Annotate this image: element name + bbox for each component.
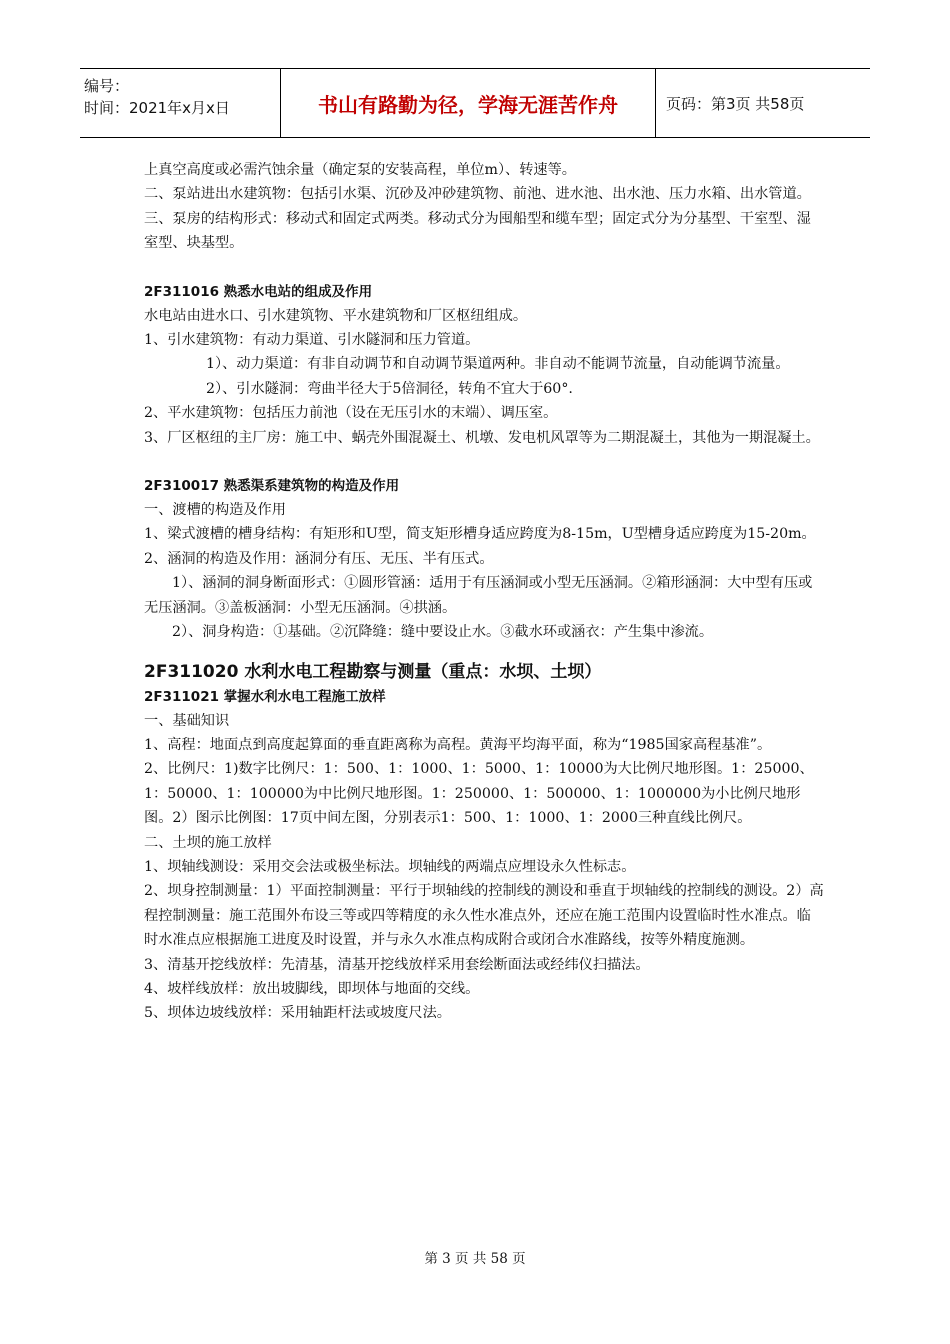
paragraph: 二、土坝的施工放样 <box>144 834 272 851</box>
paragraph: 一、渡槽的构造及作用 <box>144 502 286 519</box>
paragraph: 二、泵站进出水建筑物：包括引水渠、沉砂及冲砂建筑物、前池、进水池、出水池、压力水箱、出水管道。 <box>144 186 811 203</box>
paragraph: 1）、涵洞的洞身断面形式：①圆形管涵：适用于有压涵洞或小型无压涵洞。②箱形涵洞：大中型有压或无压涵洞。③盖板涵洞：小型无压涵洞。④拱涵。 <box>144 575 813 616</box>
paragraph: 2、平水建筑物：包括压力前池（设在无压引水的末端）、调压室。 <box>144 405 558 422</box>
subsection-heading: 2F311016 熟悉水电站的组成及作用 <box>144 283 373 300</box>
page-footer: 第 3 页 共 58 页 <box>424 1251 526 1267</box>
section-heading: 2F311020 水利水电工程勘察与测量（重点：水坝、土坝） <box>144 661 602 682</box>
subsection-heading: 2F310017 熟悉渠系建筑物的构造及作用 <box>144 478 400 495</box>
paragraph: 2、涵洞的构造及作用：涵洞分有压、无压、半有压式。 <box>144 550 494 567</box>
paragraph: 1、高程：地面点到高度起算面的垂直距离称为高程。黄海平均海平面，称为“1985国家高程基准”。 <box>144 736 772 753</box>
paragraph: 一、基础知识 <box>144 712 230 729</box>
paragraph: 1、坝轴线测设：采用交会法或极坐标法。坝轴线的两端点应埋设永久性标志。 <box>144 858 636 875</box>
subsection-heading: 2F311021 掌握水利水电工程施工放样 <box>144 688 386 705</box>
paragraph: 2）、洞身构造：①基础。②沉降缝：缝中要设止水。③截水环或涵衣：产生集中渗流。 <box>172 624 714 641</box>
paragraph: 上真空高度或必需汽蚀余量（确定泵的安装高程，单位m）、转速等。 <box>144 162 576 178</box>
number-label: 编号： <box>84 77 130 95</box>
paragraph: 水电站由进水口、引水建筑物、平水建筑物和厂区枢纽组成。 <box>144 307 528 324</box>
paragraph: 三、泵房的结构形式：移动式和固定式两类。移动式分为囤船型和缆车型；固定式分为分基型、干室型、湿室型、块基型。 <box>144 210 811 252</box>
paragraph: 5、坝体边坡线放样：采用轴距杆法或坡度尺法。 <box>144 1005 451 1022</box>
document-body <box>144 158 824 1026</box>
spacer <box>144 645 824 659</box>
time-label: 时间：2021年x月x日 <box>84 99 230 117</box>
paragraph: 1、梁式渡槽的槽身结构：有矩形和U型，简支矩形槽身适应跨度为8-15m，U型槽身适应跨度为15-20m。 <box>144 526 816 543</box>
paragraph: 2）、引水隧洞：弯曲半径大于5倍洞径，转角不宜大于60°. <box>206 380 573 397</box>
header-meta <box>80 69 280 137</box>
paragraph: 2、坝身控制测量：1）平面控制测量：平行于坝轴线的控制线的测设和垂直于坝轴线的控制线的测设。2）高程控制测量：施工范围外布设三等或四等精度的永久性水准点外，还应在施工范围内设置临时性水准点。临时水准点应根据施工进度及时设置，并与永久水准点构成附合或闭合水准路线，按等外精度施测。 <box>144 883 824 949</box>
paragraph: 3、清基开挖线放样：先清基，清基开挖线放样采用套绘断面法或经纬仪扫描法。 <box>144 956 650 973</box>
header-motto: 书山有路勤为径，学海无涯苦作舟 <box>280 69 656 137</box>
paragraph: 1、引水建筑物：有动力渠道、引水隧洞和压力管道。 <box>144 332 480 349</box>
spacer <box>144 450 824 474</box>
paragraph: 2、比例尺：1)数字比例尺：1：500、1：1000、1：5000、1：10000为大比例尺地形图。1：25000、1：50000、1：100000为中比例尺地形图。1：250000、1：500000、1：1000000为小比例尺地形图。2）图示比例图：17页中间左图，分别表示1：500、1：1000、1：2000三种直线比例尺。 <box>144 761 814 827</box>
spacer <box>144 256 824 280</box>
paragraph: 1）、动力渠道：有非自动调节和自动调节渠道两种。非自动不能调节流量，自动能调节流量。 <box>206 356 790 373</box>
paragraph: 4、坡样线放样：放出坡脚线，即坝体与地面的交线。 <box>144 980 480 997</box>
page-header <box>80 68 870 138</box>
header-page-info: 页码：第3页 共58页 <box>666 94 805 113</box>
paragraph: 3、厂区枢纽的主厂房：施工中、蜗壳外围混凝土、机墩、发电机风罩等为二期混凝土，其他为一期混凝土。 <box>144 429 820 446</box>
